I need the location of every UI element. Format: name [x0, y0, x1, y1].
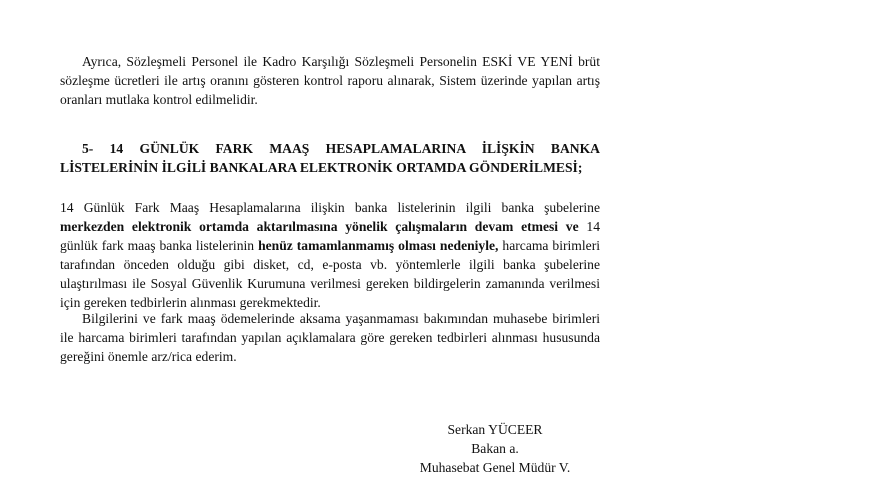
paragraph-text: Ayrıca, Sözleşmeli Personel ile Kadro Karşılığı Sözleşmeli Personelin ESKİ VE YENİ brüt sözleşme ücretleri ile artış oranını gösteren kontrol raporu alınarak, Sistem üzerinde yapılan artış oranları mutlaka kontrol edilmelidir. — [60, 54, 600, 107]
paragraph-text — [60, 198, 600, 312]
paragraph-contract-check — [60, 52, 600, 109]
signer-role: Bakan a. — [471, 441, 519, 456]
section-heading: 5- 14 GÜNLÜK FARK MAAŞ HESAPLAMALARINA İLİŞKİN BANKA LİSTELERİNİN İLGİLİ BANKALARA ELEKTRONİK ORTAMDA GÖNDERİLMESİ; — [60, 141, 600, 175]
signature-block — [405, 420, 585, 477]
text-segment: harcama birimleri tarafından önceden olduğu gibi disket, cd, e-posta vb. yöntemlerle ilgili banka şubelerine ulaştırılması ile Sosyal Güvenlik Kurumuna verilmesi gereken bildirgelerin zamanında verilmesi için gereken tedbirlerin alınması gerekmektedir. — [60, 238, 600, 310]
paragraph-request — [60, 309, 600, 366]
text-segment: 14 günlük fark maaş banka listelerinin — [60, 219, 600, 253]
paragraph-bank-lists — [60, 198, 600, 312]
signer-name: Serkan YÜCEER — [447, 422, 543, 437]
signer-title: Muhasebat Genel Müdür V. — [419, 460, 571, 475]
paragraph-text: Bilgilerini ve fark maaş ödemelerinde aksama yaşanmaması bakımından muhasebe birimleri ile harcama birimleri tarafından yapılan açıklamalara göre gereken tedbirleri alınması hususunda gereğini önemle arz/rica ederim. — [60, 311, 600, 364]
section-heading-block — [60, 139, 600, 177]
bold-segment: henüz tamamlanmamış olması nedeniyle, — [258, 238, 499, 253]
bold-segment: merkezden elektronik ortamda aktarılmasına yönelik çalışmaların devam etmesi ve — [60, 219, 579, 234]
text-segment: 14 Günlük Fark Maaş Hesaplamalarına ilişkin banka listelerinin ilgili banka şubelerine — [60, 200, 600, 215]
